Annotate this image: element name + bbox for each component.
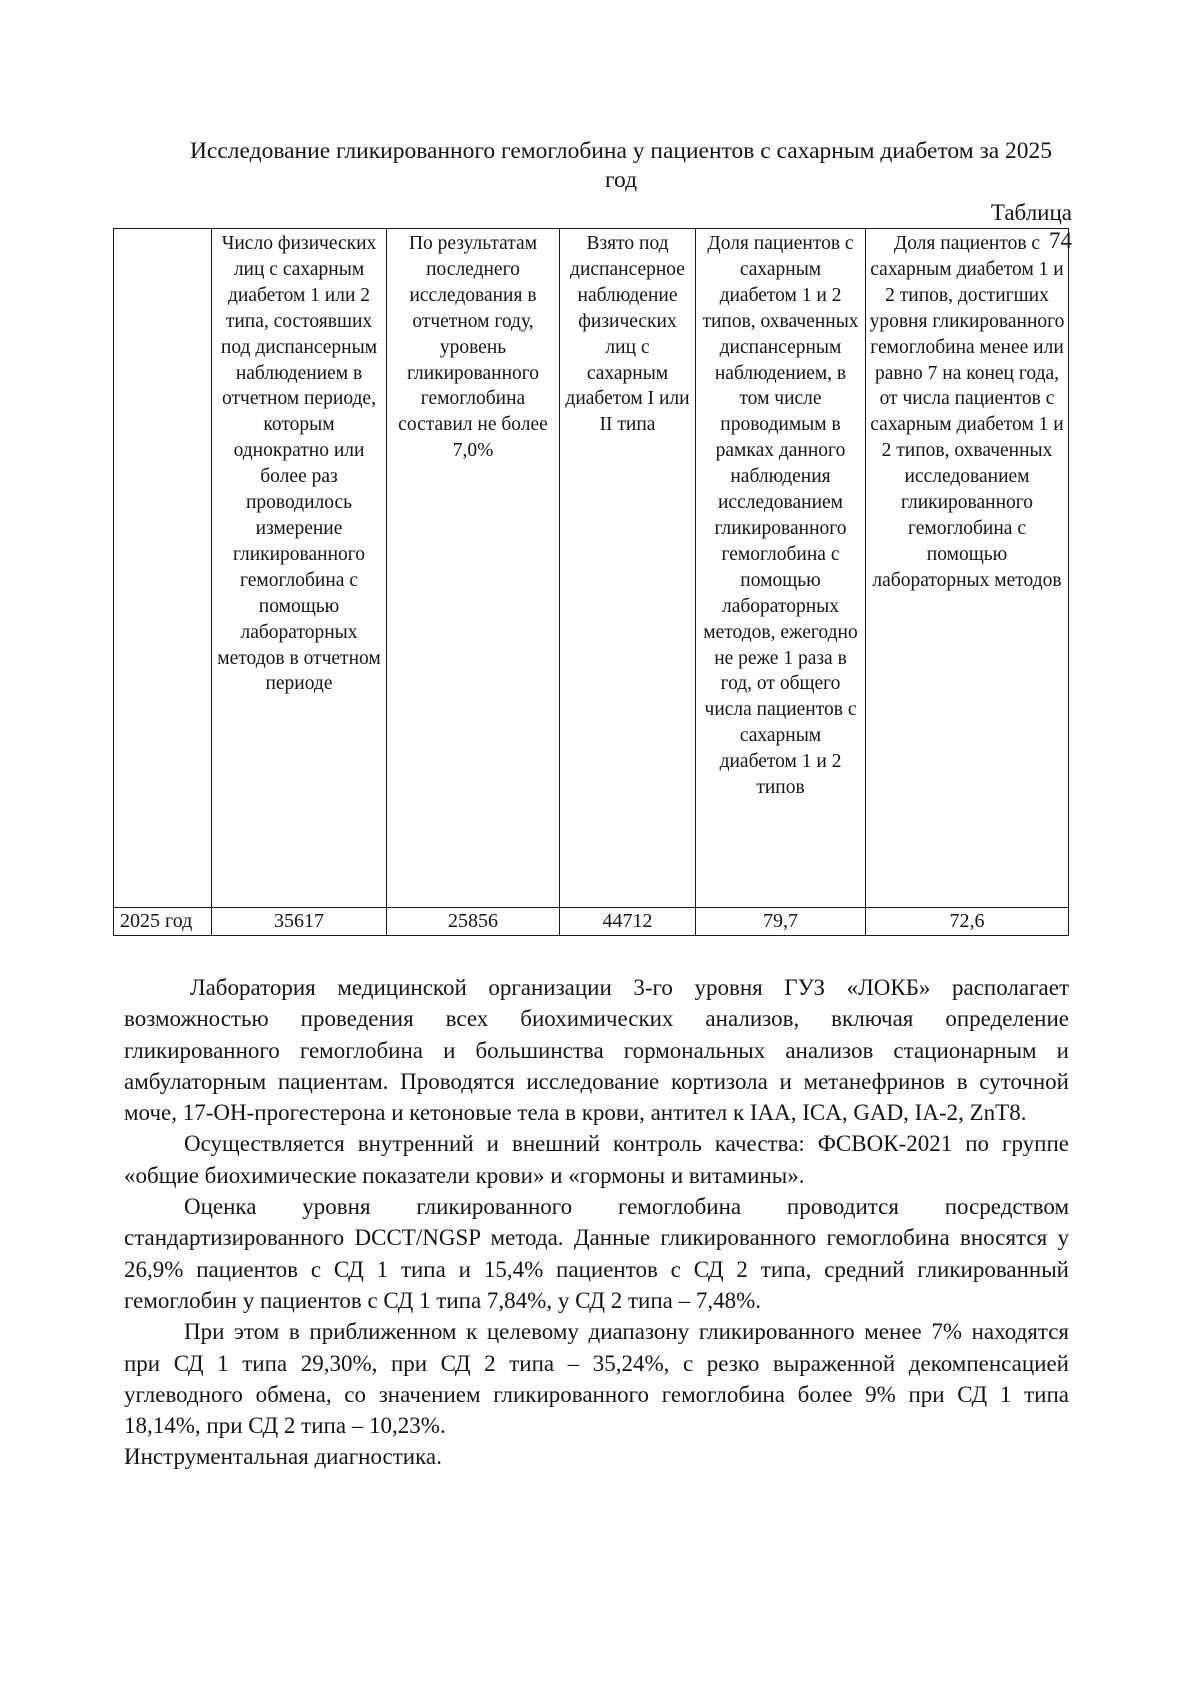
table-number: Таблица 74 xyxy=(990,200,1072,253)
table-cell: 44712 xyxy=(560,908,696,936)
table-header-cell: Взято под диспансерное наблюдение физических лиц с сахарным диабетом I или II типа xyxy=(560,229,696,908)
table-header-cell: Доля пациентов с сахарным диабетом 1 и 2 типов, достигших уровня гликированного гемоглобина менее или равно 7 на конец года, от числа пациентов с сахарным диабетом 1 и 2 типов, охваченных исследованием гликированного гемоглобина с помощью лабораторных методов xyxy=(866,229,1069,908)
table-row xyxy=(114,908,1069,936)
paragraph: Осуществляется внутренний и внешний контроль качества: ФСВОК-2021 по группе «общие биохимические показатели крови» и «гормоны и витамины». xyxy=(124,1131,1069,1188)
hba1c-table xyxy=(113,228,1069,936)
section-heading: Инструментальная диагностика. xyxy=(124,1444,442,1470)
table-header-cell: По результатам последнего исследования в отчетном году, уровень гликированного гемоглобина составил не более 7,0% xyxy=(387,229,560,908)
table-cell-year: 2025 год xyxy=(114,908,212,936)
table-cell: 35617 xyxy=(212,908,387,936)
document-title: Исследование гликированного гемоглобина у пациентов с сахарным диабетом за 2025 год xyxy=(189,138,1053,193)
table-header-cell: Доля пациентов с сахарным диабетом 1 и 2 типов, охваченных диспансерным наблюдением, в том числе проводимым в рамках данного наблюдения исследованием гликированного гемоглобина с помощью лабораторных методов, ежегодно не реже 1 раза в год, от общего числа пациентов с сахарным диабетом 1 и 2 типов xyxy=(696,229,866,908)
table-cell: 25856 xyxy=(387,908,560,936)
paragraph: Оценка уровня гликированного гемоглобина проводится посредством стандартизированного DCCT/NGSP метода. Данные гликированного гемоглобина вносятся у 26,9% пациентов с СД 1 типа и 15,4% пациентов с СД 2 типа, средний гликированный гемоглобин у пациентов с СД 1 типа 7,84%, у СД 2 типа – 7,48%. xyxy=(124,1194,1069,1313)
paragraph: Лаборатория медицинской организации 3-го уровня ГУЗ «ЛОКБ» располагает возможностью проведения всех биохимических анализов, включая определение гликированного гемоглобина и большинства гормональных анализов стационарным и амбулаторным пациентам. Проводятся исследование кортизола и метанефринов в суточной моче, 17-ОН-прогестерона и кетоновые тела в крови, антител к IAA, ICA, GAD, IA-2, ZnT8. xyxy=(124,975,1069,1126)
paragraph: При этом в приближенном к целевому диапазону гликированного менее 7% находятся при СД 1 типа 29,30%, при СД 2 типа – 35,24%, с резко выраженной декомпенсацией углеводного обмена, со значением гликированного гемоглобина более 9% при СД 1 типа 18,14%, при СД 2 типа – 10,23%. xyxy=(124,1319,1069,1439)
table-header-row xyxy=(114,229,1069,908)
table-cell: 79,7 xyxy=(696,908,866,936)
table-header-cell: Число физических лиц с сахарным диабетом 1 или 2 типа, состоявших под диспансерным наблюдением в отчетном периоде, которым однократно или более раз проводилось измерение гликированного гемоглобина с помощью лабораторных методов в отчетном периоде xyxy=(212,229,387,908)
table-header-cell xyxy=(114,229,212,908)
body-text xyxy=(124,972,1069,1473)
table-cell: 72,6 xyxy=(866,908,1069,936)
